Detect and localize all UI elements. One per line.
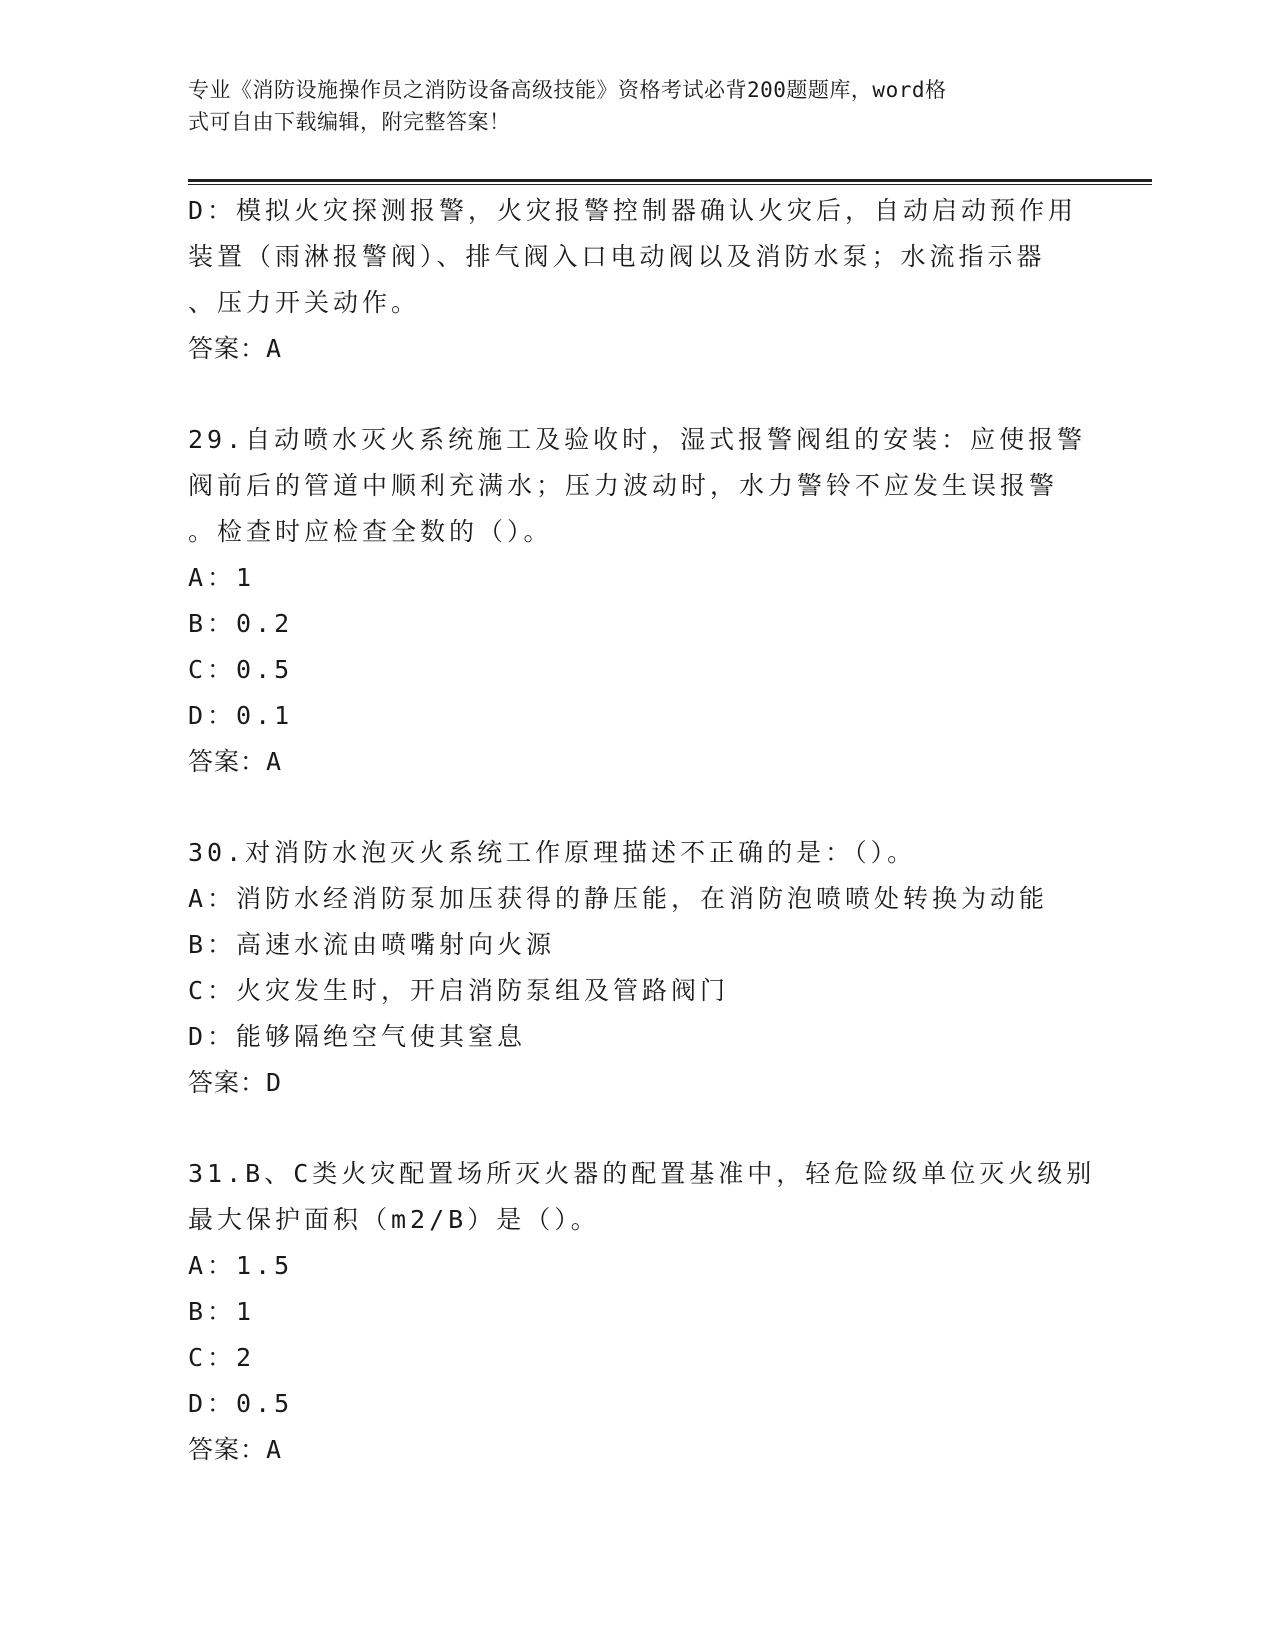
option-d: D：0.5 [188,1389,294,1418]
header-line-2: 式可自由下载编辑，附完整答案！ [188,110,511,134]
answer-line: 答案：D [188,1068,283,1097]
option-a: A：1 [188,563,256,592]
option-d-line: 、压力开关动作。 [188,288,421,317]
option-c: C：0.5 [188,655,294,684]
question-31 [188,1151,1096,1473]
option-a: A：消防水经消防泵加压获得的静压能，在消防泡喷喷处转换为动能 [188,884,1049,913]
header-divider-thin [188,184,1152,185]
header-divider-thick [188,179,1152,182]
option-d: D：0.1 [188,701,294,730]
option-c: C：2 [188,1343,256,1372]
answer-line: 答案：A [188,747,283,776]
question-stem: 30.对消防水泡灭火系统工作原理描述不正确的是：（）。 [188,838,917,867]
question-stem: 31.B、C类火灾配置场所灭火器的配置基准中，轻危险级单位灭火级别 [188,1159,1096,1188]
option-d: D：能够隔绝空气使其窒息 [188,1022,527,1051]
question-stem: 。检查时应检查全数的（）。 [188,517,553,546]
question-content [188,188,1096,1473]
question-stem: 阀前后的管道中顺利充满水；压力波动时，水力警铃不应发生误报警 [188,471,1059,500]
option-c: C：火灾发生时，开启消防泵组及管路阀门 [188,976,730,1005]
option-b: B：0.2 [188,609,294,638]
option-a: A：1.5 [188,1251,294,1280]
answer-line: 答案：A [188,1435,283,1464]
document-header [188,74,1088,138]
question-stem: 最大保护面积（m2/B）是（）。 [188,1205,600,1234]
question-30 [188,830,1088,1106]
option-d-line: D：模拟火灾探测报警，火灾报警控制器确认火灾后，自动启动预作用 [188,196,1078,225]
question-stem: 29.自动喷水灭火系统施工及验收时，湿式报警阀组的安装：应使报警 [188,425,1087,454]
option-d-line: 装置（雨淋报警阀）、排气阀入口电动阀以及消防水泵；水流指示器 [188,242,1046,271]
option-b: B：1 [188,1297,256,1326]
previous-question-tail [188,188,1088,372]
option-b: B：高速水流由喷嘴射向火源 [188,930,556,959]
question-29 [188,417,1088,785]
header-line-1: 专业《消防设施操作员之消防设备高级技能》资格考试必背200题题库，word格 [188,78,947,102]
answer-line: 答案：A [188,334,283,363]
